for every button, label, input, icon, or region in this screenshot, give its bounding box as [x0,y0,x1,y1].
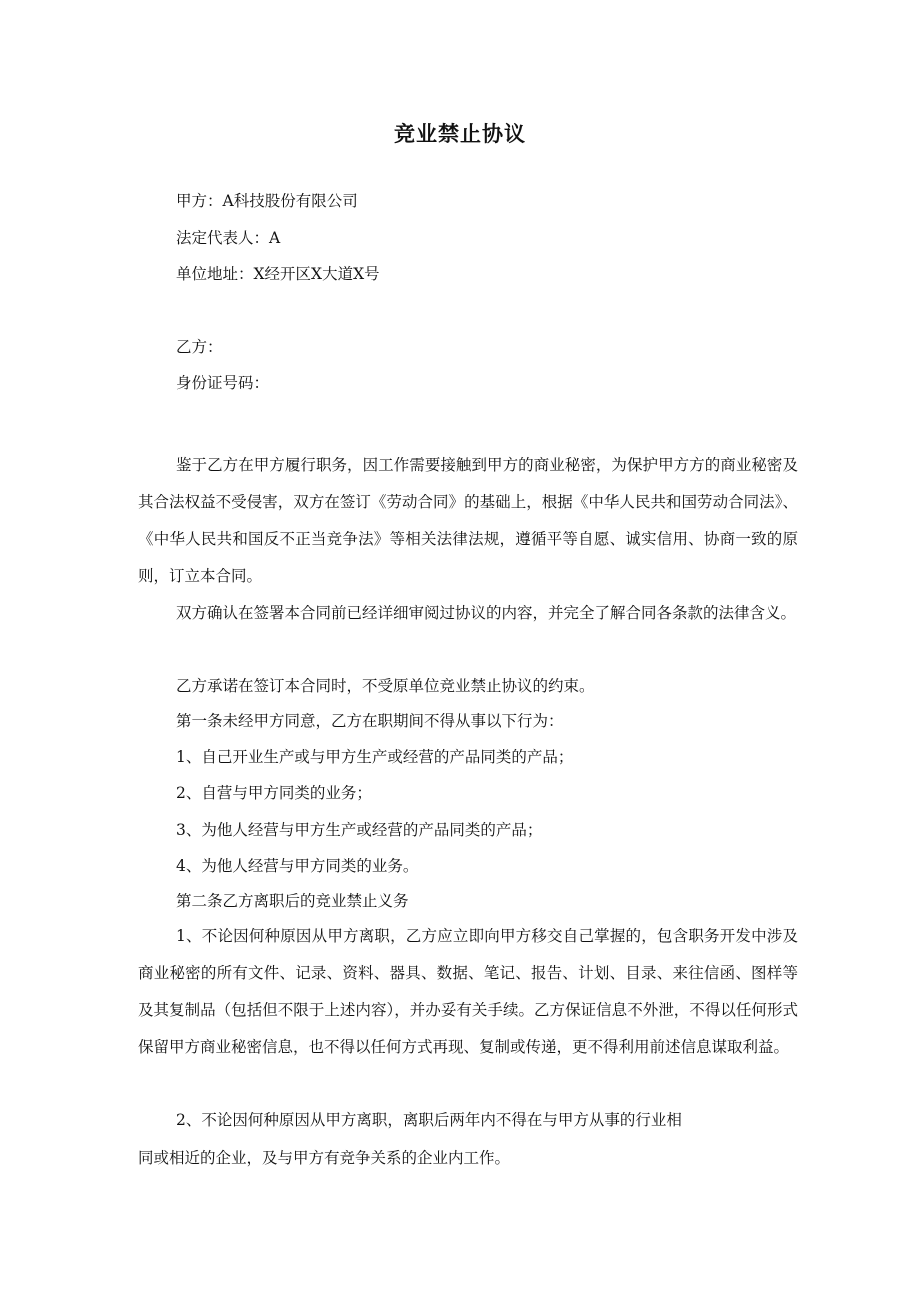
party-a-representative: 法定代表人：A [176,229,281,247]
article-1-item-2: 2、自营与甲方同类的业务； [176,784,372,802]
article-2-item-1: 1、不论因何种原因从甲方离职，乙方应立即向甲方移交自己掌握的，包含职务开发中涉及商业秘密的所有文件、记录、资料、器具、数据、笔记、报告、计划、目录、来往信函、图样等及其复制品（包括但不限于上述内容），并办妥有关手续。乙方保证信息不外泄，不得以任何形式保留甲方商业秘密信息，也不得以任何方式再现、复制或传递，更不得利用前述信息谋取利益。 [138,927,798,1056]
confirmation-paragraph: 双方确认在签署本合同前已经详细审阅过协议的内容，并完全了解合同各条款的法律含义。 [176,604,797,622]
article-1-title: 第一条未经甲方同意，乙方在职期间不得从事以下行为： [176,712,564,730]
preamble-paragraph: 鉴于乙方在甲方履行职务，因工作需要接触到甲方的商业秘密，为保护甲方方的商业秘密及其合法权益不受侵害，双方在签订《劳动合同》的基础上，根据《中华人民共和国劳动合同法》、《中华人民共和国反不正当竞争法》等相关法律法规，遵循平等自愿、诚实信用、协商一致的原则，订立本合同。 [138,456,798,585]
article-2-item-2-line-2: 同或相近的企业，及与甲方有竞争关系的企业内工作。 [138,1149,511,1167]
party-b-id-number: 身份证号码： [176,374,270,392]
party-a-name: 甲方：A科技股份有限公司 [176,192,358,210]
article-1-item-1: 1、自己开业生产或与甲方生产或经营的产品同类的产品； [176,748,574,766]
party-b-name: 乙方： [176,338,223,356]
article-2-title: 第二条乙方离职后的竞业禁止义务 [176,892,409,910]
document-title: 竞业禁止协议 [394,122,526,146]
commitment-paragraph: 乙方承诺在签订本合同时，不受原单位竞业禁止协议的约束。 [176,677,595,695]
party-a-address: 单位地址：X经开区X大道X号 [176,265,380,283]
article-1-item-3: 3、为他人经营与甲方生产或经营的产品同类的产品； [176,821,543,839]
article-1-item-4: 4、为他人经营与甲方同类的业务。 [176,857,419,875]
article-2-item-2-line-1: 2、不论因何种原因从甲方离职，离职后两年内不得在与甲方从事的行业相 [176,1111,682,1129]
